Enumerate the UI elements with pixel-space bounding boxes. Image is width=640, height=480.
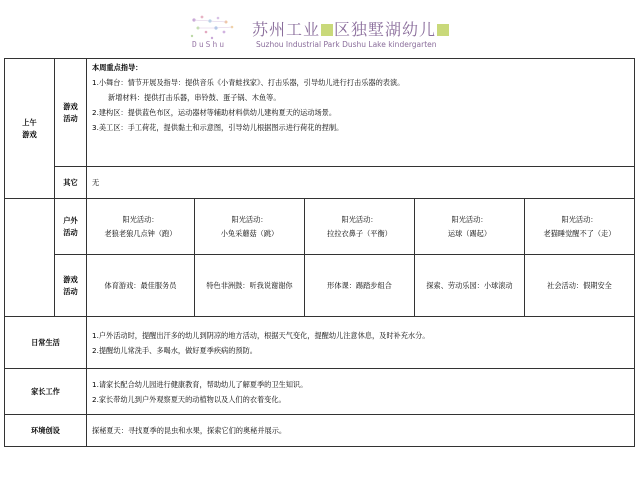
- game-activity-item: 形体课：踢踏步组合: [305, 255, 415, 317]
- name-cn-part-2: 区独墅湖幼儿: [334, 20, 437, 39]
- outdoor-item: 阳光活动： 运球（踢起）: [415, 199, 525, 255]
- environment-label: 环境创设: [5, 415, 87, 447]
- daily-line: 1.户外活动时，提醒出汗多的幼儿到阴凉的地方活动，根据天气变化，提醒幼儿注意休息，及时补充水分。: [92, 330, 430, 340]
- row-game-activity: [5, 255, 635, 317]
- family-line: 2.家长带幼儿到户外观察夏天的动植物以及人们的衣着变化。: [92, 394, 286, 404]
- page-header: [0, 0, 640, 56]
- row-daily-life: [5, 317, 635, 369]
- outdoor-item: 阳光活动： 拉拉衣鼻子（平衡）: [305, 199, 415, 255]
- game-heading: 本周重点指导：: [92, 63, 143, 72]
- name-cn-part-1: 苏州工业: [252, 20, 321, 39]
- logo-letters: DuShu: [192, 40, 227, 49]
- kindergarten-name-cn: [252, 17, 450, 40]
- environment-value: 探秘夏天：寻找夏季的昆虫和水果，探索它们的奥秘并展示。: [87, 415, 635, 447]
- outdoor-item: 阳光活动： 老狼老狼几点钟（跑）: [87, 199, 195, 255]
- outdoor-blank: [5, 199, 55, 317]
- row-other: [5, 167, 635, 199]
- game-content: [87, 59, 635, 167]
- game-activity-label: 游戏 活动: [55, 255, 87, 317]
- outdoor-item: 阳光活动： 老猫睡觉醒不了（走）: [525, 199, 635, 255]
- game-activity-item: 特色非洲鼓：听我说谢谢你: [195, 255, 305, 317]
- daily-content: [87, 317, 635, 369]
- kindergarten-name-en: Suzhou Industrial Park Dushu Lake kindergarten: [256, 40, 437, 49]
- green-square-icon: [321, 24, 333, 36]
- other-value: 无: [87, 167, 635, 199]
- row-family-work: [5, 369, 635, 415]
- other-label: 其它: [55, 167, 87, 199]
- family-content: [87, 369, 635, 415]
- game-line: 3.美工区：手工荷花，提供黏土和示意图，引导幼儿根据图示进行荷花的捏制。: [92, 123, 344, 132]
- game-line: 1.小舞台：情节开展及指导：提供音乐《小青蛙找家》、打击乐器，引导幼儿进行打击乐器的表演。: [92, 78, 405, 87]
- game-activity-item: 体育游戏：最佳服务员: [87, 255, 195, 317]
- game-activity-item: 社会活动：假期安全: [525, 255, 635, 317]
- row-morning-game: [5, 59, 635, 167]
- family-label: 家长工作: [5, 369, 87, 415]
- game-label: 游戏 活动: [55, 59, 87, 167]
- game-line: 新增材料：提供打击乐器，串铃鼓、蛋子锅、木鱼等。: [108, 93, 281, 102]
- daily-label: 日常生活: [5, 317, 87, 369]
- game-line: 2.建构区：提供蓝色布区，运动器材等辅助材料供幼儿建构夏天的运动场景。: [92, 108, 337, 117]
- green-square-icon: [437, 24, 449, 36]
- morning-label: 上午 游戏: [5, 59, 55, 199]
- outdoor-label: 户外 活动: [55, 199, 87, 255]
- row-outdoor: [5, 199, 635, 255]
- row-environment: [5, 415, 635, 447]
- daily-line: 2.提醒幼儿常洗手、多喝水，做好夏季疾病的预防。: [92, 345, 257, 355]
- game-activity-item: 探索、劳动乐园：小球滚动: [415, 255, 525, 317]
- weekly-plan-table: [4, 58, 635, 447]
- outdoor-item: 阳光活动： 小兔采蘑菇（跳）: [195, 199, 305, 255]
- family-line: 1.请家长配合幼儿园进行健康教育，帮助幼儿了解夏季的卫生知识。: [92, 379, 308, 389]
